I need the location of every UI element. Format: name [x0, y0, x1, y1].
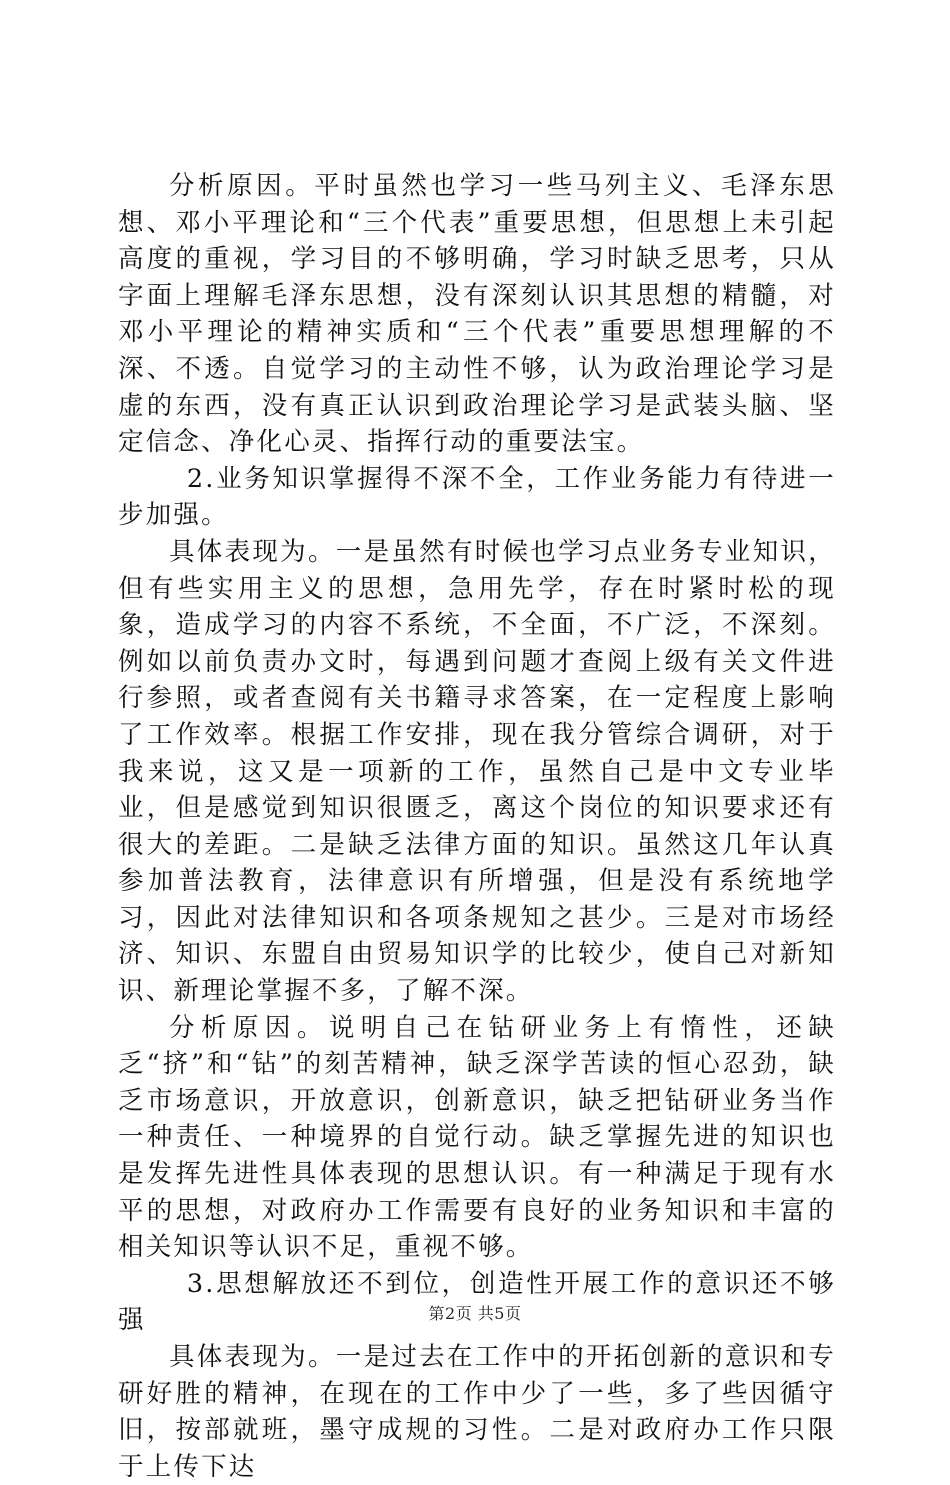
- body-text: [118, 168, 836, 1485]
- page-footer: 第2页 共5页: [428, 1304, 522, 1323]
- section-heading-3: 3.思想解放还不到位，创造性开展工作的意识还不够强: [118, 1268, 836, 1336]
- section-heading-2: 2.业务知识掌握得不深不全，工作业务能力有待进一步加强。: [118, 463, 836, 531]
- paragraph-analysis-business: 分析原因。说明自己在钻研业务上有惰性，还缺乏“挤”和“钻”的刻苦精神，缺乏深学苦读的恒心忍劲，缺乏市场意识，开放意识，创新意识，缺乏把钻研业务当作一种责任、一种境界的自觉行动。缺乏掌握先进的知识也是发挥先进性具体表现的思想认识。有一种满足于现有水平的思想，对政府办工作需要有良好的业务知识和丰富的相关知识等认识不足，重视不够。: [118, 1012, 836, 1263]
- paragraph-manifestation-innovation: 具体表现为。一是过去在工作中的开拓创新的意识和专研好胜的精神，在现在的工作中少了一些，多了些因循守旧，按部就班，墨守成规的习性。二是对政府办工作只限于上传下达: [118, 1342, 836, 1482]
- paragraph-analysis-theory: 分析原因。平时虽然也学习一些马列主义、毛泽东思想、邓小平理论和“三个代表”重要思想，但思想上未引起高度的重视，学习目的不够明确，学习时缺乏思考，只从字面上理解毛泽东思想，没有深刻认识其思想的精髓，对邓小平理论的精神实质和“三个代表”重要思想理解的不深、不透。自觉学习的主动性不够，认为政治理论学习是虚的东西，没有真正认识到政治理论学习是武装头脑、坚定信念、净化心灵、指挥行动的重要法宝。: [118, 171, 836, 458]
- paragraph-manifestation-business: 具体表现为。一是虽然有时候也学习点业务专业知识，但有些实用主义的思想，急用先学，存在时紧时松的现象，造成学习的内容不系统，不全面，不广泛，不深刻。例如以前负责办文时，每遇到问题才查阅上级有关文件进行参照，或者查阅有关书籍寻求答案，在一定程度上影响了工作效率。根据工作安排，现在我分管综合调研，对于我来说，这又是一项新的工作，虽然自己是中文专业毕业，但是感觉到知识很匮乏，离这个岗位的知识要求还有很大的差距。二是缺乏法律方面的知识。虽然这几年认真参加普法教育，法律意识有所增强，但是没有系统地学习，因此对法律知识和各项条规知之甚少。三是对市场经济、知识、东盟自由贸易知识学的比较少，使自己对新知识、新理论掌握不多，了解不深。: [118, 536, 836, 1007]
